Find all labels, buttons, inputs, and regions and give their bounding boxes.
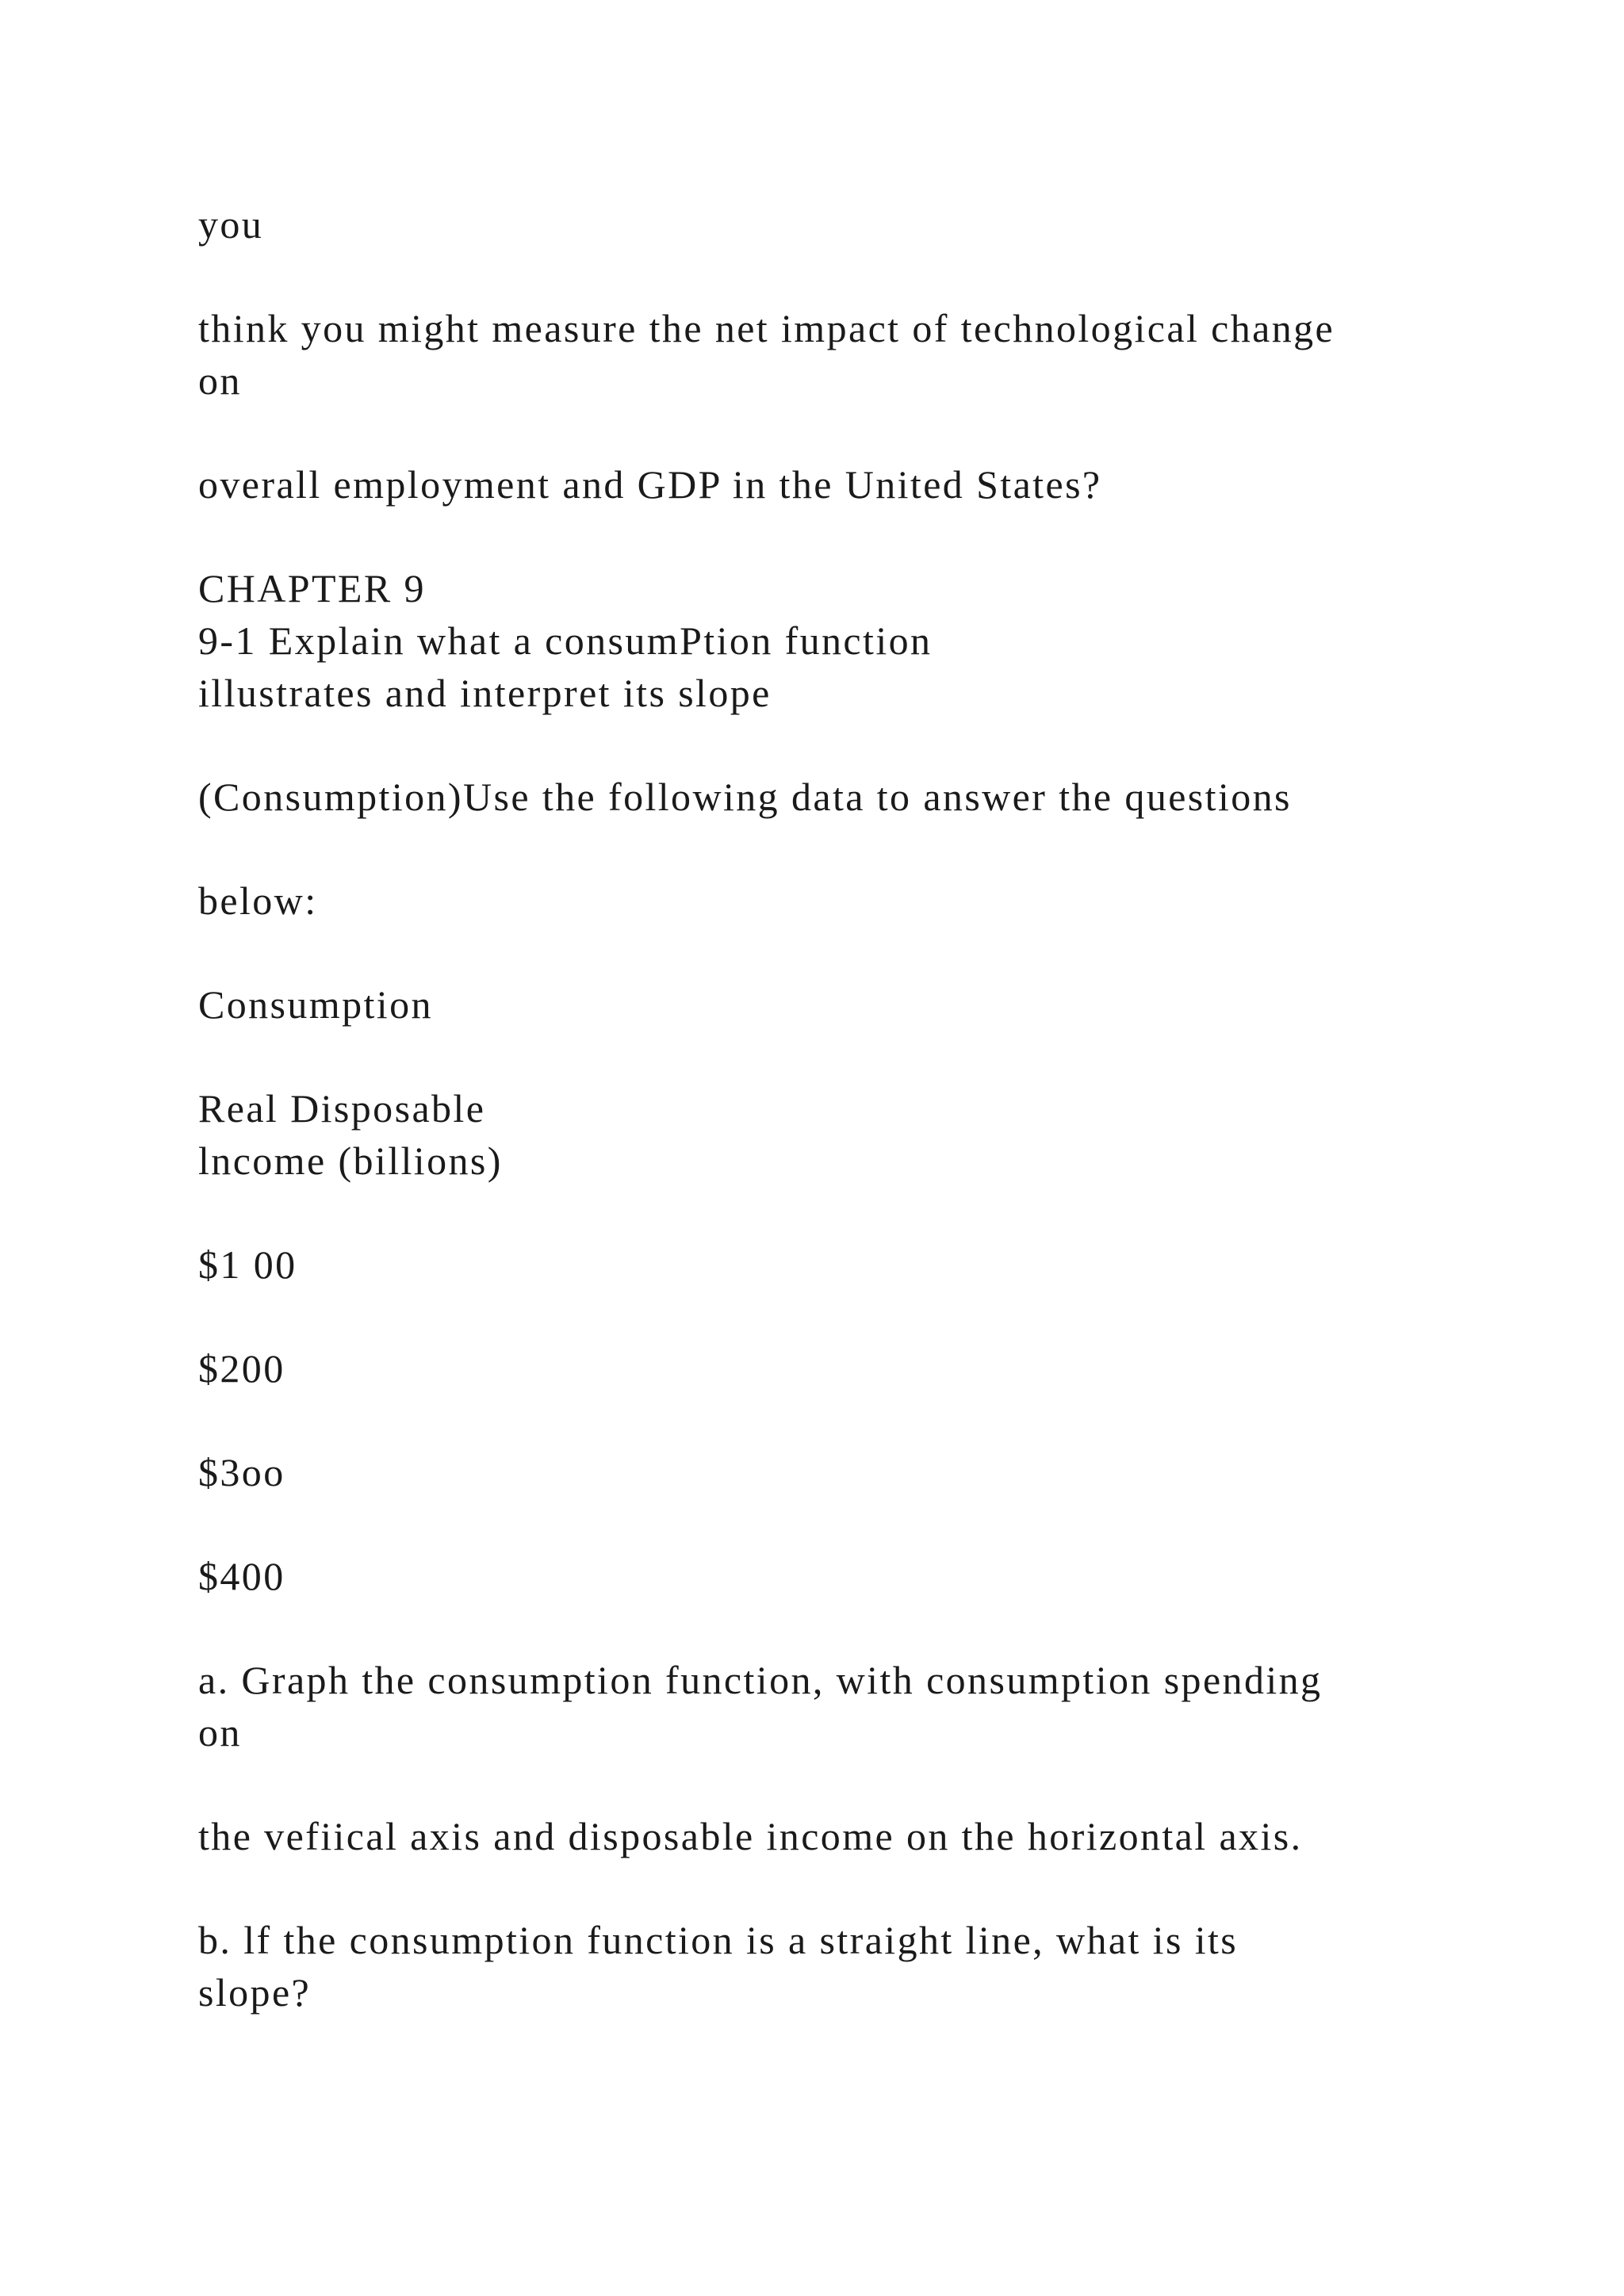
text-line-question-part-1: think you might measure the net impact of technological change xyxy=(198,306,1335,350)
text-line-question-part-2: on xyxy=(198,358,242,403)
question-a-line-3: the vefiical axis and disposable income on the horizontal axis. xyxy=(198,1814,1303,1858)
table-header-consumption: Consumption xyxy=(198,982,433,1027)
problem-intro-line-2: below: xyxy=(198,878,318,923)
text-line-you: you xyxy=(198,202,264,247)
question-b-line-2: slope? xyxy=(198,1970,312,2015)
chapter-heading: CHAPTER 9 xyxy=(198,566,426,610)
table-value-2: $200 xyxy=(198,1346,285,1391)
text-line-question-part-3: overall employment and GDP in the United States? xyxy=(198,462,1102,507)
table-header-income-line-1: Real Disposable xyxy=(198,1086,486,1131)
table-header-income-line-2: lncome (billions) xyxy=(198,1138,503,1183)
section-heading-line-2: illustrates and interpret its slope xyxy=(198,671,772,715)
table-value-4: $400 xyxy=(198,1554,285,1598)
table-value-3: $3oo xyxy=(198,1450,285,1494)
table-value-1: $1 00 xyxy=(198,1242,297,1287)
question-b-line-1: b. lf the consumption function is a straight line, what is its xyxy=(198,1918,1239,1962)
question-a-line-1: a. Graph the consumption function, with consumption spending xyxy=(198,1658,1323,1702)
problem-intro-line-1: (Consumption)Use the following data to answer the questions xyxy=(198,775,1292,819)
section-heading-line-1: 9-1 Explain what a consumPtion function xyxy=(198,618,933,663)
question-a-line-2: on xyxy=(198,1710,242,1755)
